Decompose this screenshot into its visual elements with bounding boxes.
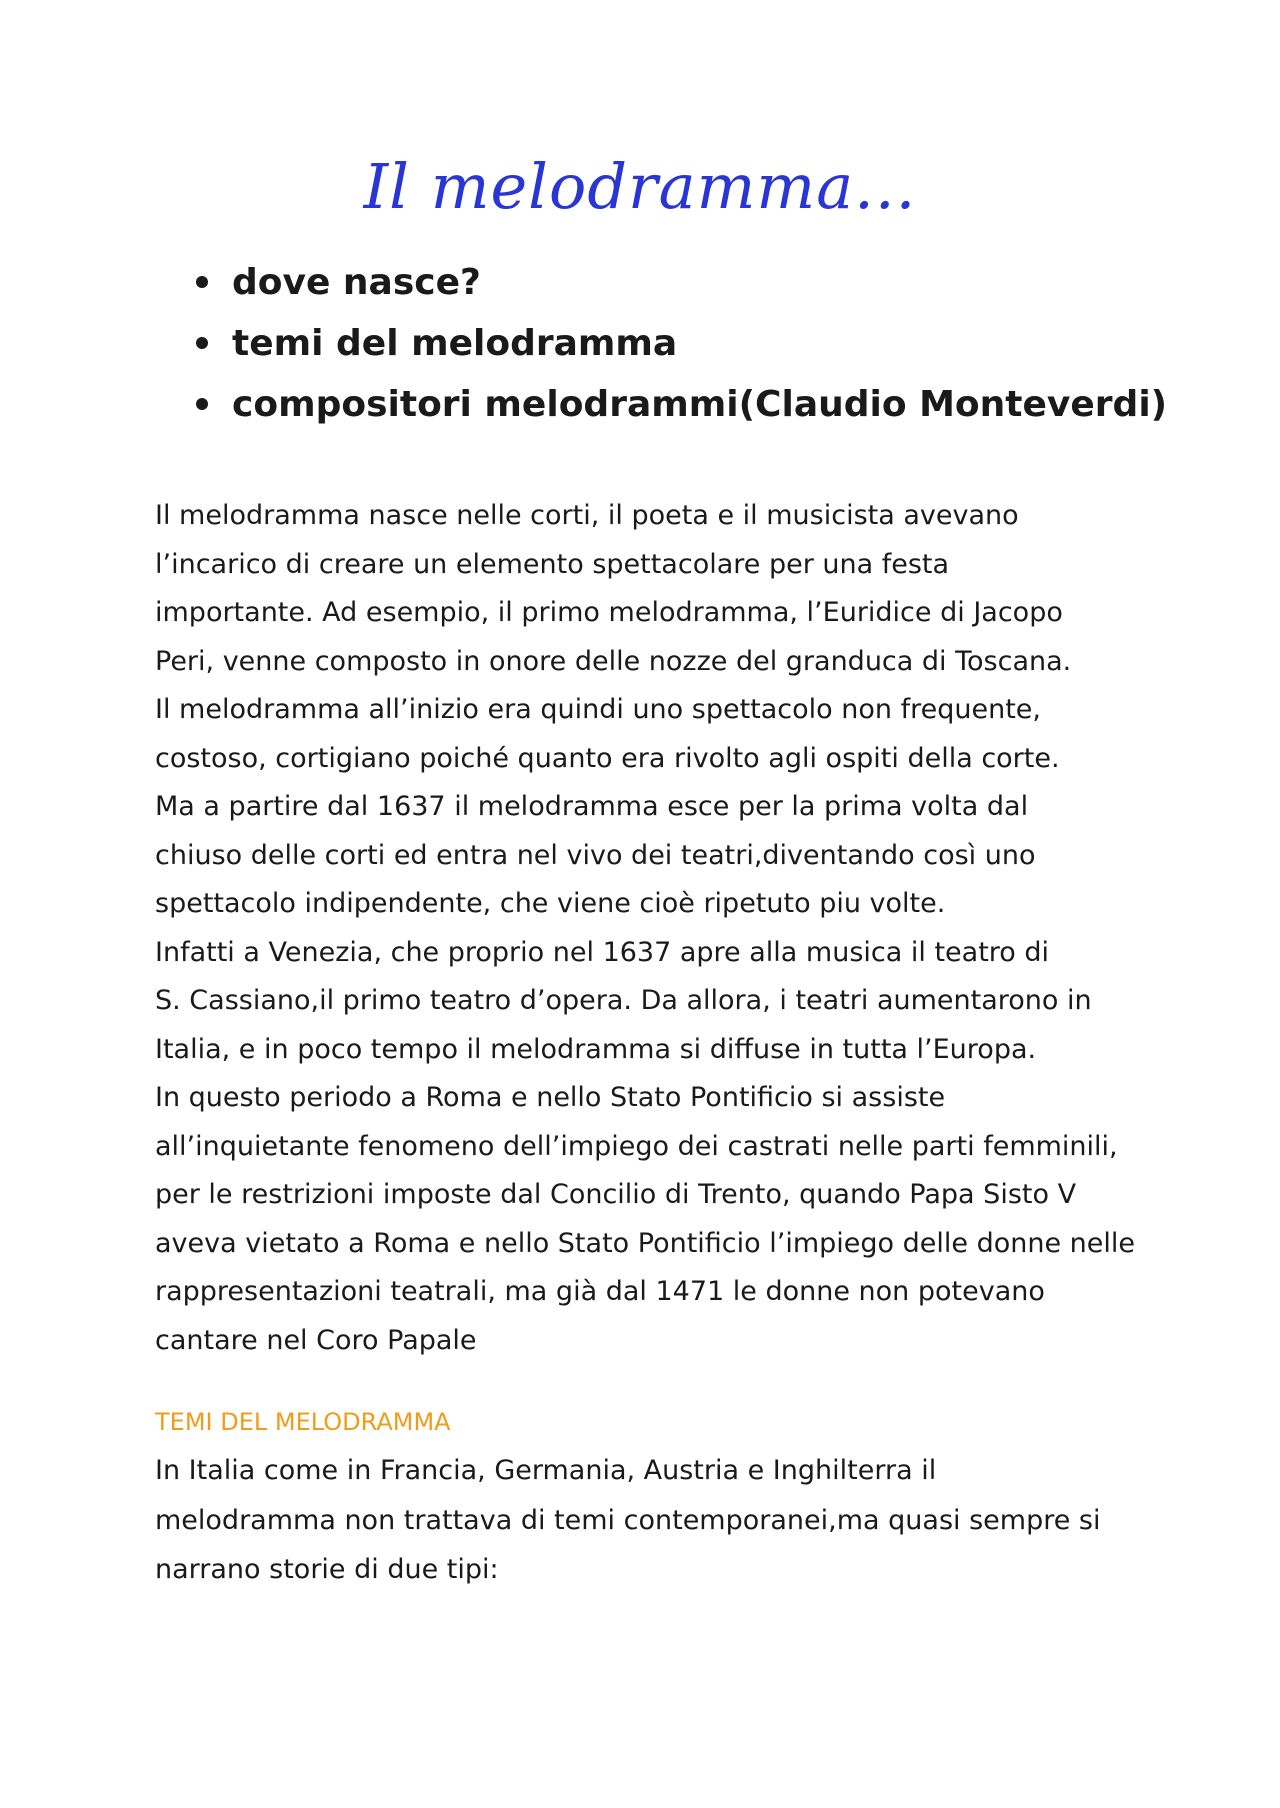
text-line: l’incarico di creare un elemento spettacolare per una festa (155, 548, 950, 580)
text-line: In questo periodo a Roma e nello Stato Pontificio si assiste (155, 1082, 946, 1113)
text-line: rappresentazioni teatrali, ma già dal 1471 le donne non potevano (155, 1276, 1045, 1307)
section-heading: TEMI DEL MELODRAMMA (155, 1408, 451, 1436)
text-line: Ma a partire dal 1637 il melodramma esce per la prima volta dal (155, 791, 1029, 822)
section-paragraph (155, 1446, 1135, 1595)
list-item (196, 252, 1167, 313)
text-line: Peri, venne composto in onore delle nozze del granduca di Toscana. (155, 645, 1072, 677)
text-line: Infatti a Venezia, che proprio nel 1637 apre alla musica il teatro di (155, 936, 1050, 968)
list-item-label: compositori melodrammi(Claudio Monteverdi) (232, 384, 1168, 425)
bullet-dot-icon (196, 398, 208, 410)
text-line: Il melodramma all’inizio era quindi uno spettacolo non frequente, (155, 694, 1041, 725)
text-line: melodramma non trattava di temi contemporanei,ma quasi sempre si (155, 1504, 1101, 1536)
text-line: chiuso delle corti ed entra nel vivo dei teatri,diventando così uno (155, 839, 1036, 871)
list-item (196, 313, 1167, 374)
bullet-dot-icon (196, 276, 208, 288)
text-line: Italia, e in poco tempo il melodramma si diffuse in tutta l’Europa. (155, 1033, 1037, 1065)
body-paragraph (155, 492, 1135, 1365)
text-line: all’inquietante fenomeno dell’impiego dei castrati nelle parti femminili, (155, 1130, 1118, 1162)
text-line: Il melodramma nasce nelle corti, il poeta e il musicista avevano (155, 500, 1019, 531)
text-line: narrano storie di due tipi: (155, 1554, 499, 1585)
bullet-dot-icon (196, 337, 208, 349)
text-line: cantare nel Coro Papale (155, 1324, 477, 1356)
list-item-label: dove nasce? (232, 262, 481, 303)
text-line: spettacolo indipendente, che viene cioè ripetuto piu volte. (155, 888, 946, 919)
text-line: In Italia come in Francia, Germania, Austria e Inghilterra il (155, 1455, 937, 1486)
text-line: importante. Ad esempio, il primo melodramma, l’Euridice di Jacopo (155, 597, 1063, 628)
text-line: S. Cassiano,il primo teatro d’opera. Da allora, i teatri aumentarono in (155, 985, 1092, 1016)
page-title: Il melodramma... (363, 150, 917, 223)
list-item (196, 374, 1167, 435)
topic-list (196, 252, 1167, 435)
text-line: costoso, cortigiano poiché quanto era rivolto agli ospiti della corte. (155, 742, 1060, 774)
text-line: aveva vietato a Roma e nello Stato Pontificio l’impiego delle donne nelle (155, 1227, 1135, 1259)
text-line: per le restrizioni imposte dal Concilio di Trento, quando Papa Sisto V (155, 1179, 1077, 1210)
list-item-label: temi del melodramma (232, 323, 678, 364)
